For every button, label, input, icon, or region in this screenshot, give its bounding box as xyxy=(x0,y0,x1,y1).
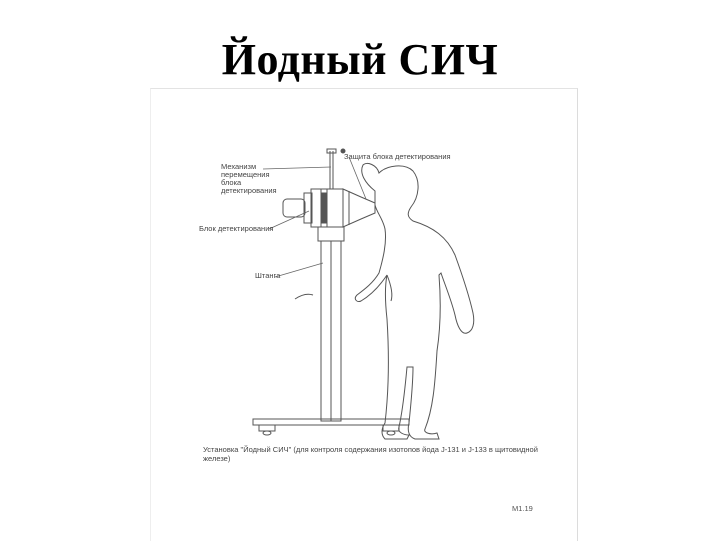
label-detection-block: Блок детектирования xyxy=(199,224,274,233)
leader-rod xyxy=(275,263,323,277)
slide-title: Йодный СИЧ xyxy=(221,35,499,84)
label-rod: Штанга xyxy=(255,271,281,280)
stand-column xyxy=(318,227,344,241)
label-protection: Защита блока детектирования xyxy=(344,152,451,161)
diagram-figure xyxy=(150,88,578,541)
figure-caption: Установка "Йодный СИЧ" (для контроля содержания изотопов йода J-131 и J-133 в щитовидной железе) xyxy=(203,445,538,463)
detector-shield-cone xyxy=(343,189,375,227)
label-mechanism: Механизм перемещения блока детектирования xyxy=(221,162,277,195)
figure-number: М1.19 xyxy=(512,504,533,513)
human-silhouette xyxy=(355,163,473,439)
